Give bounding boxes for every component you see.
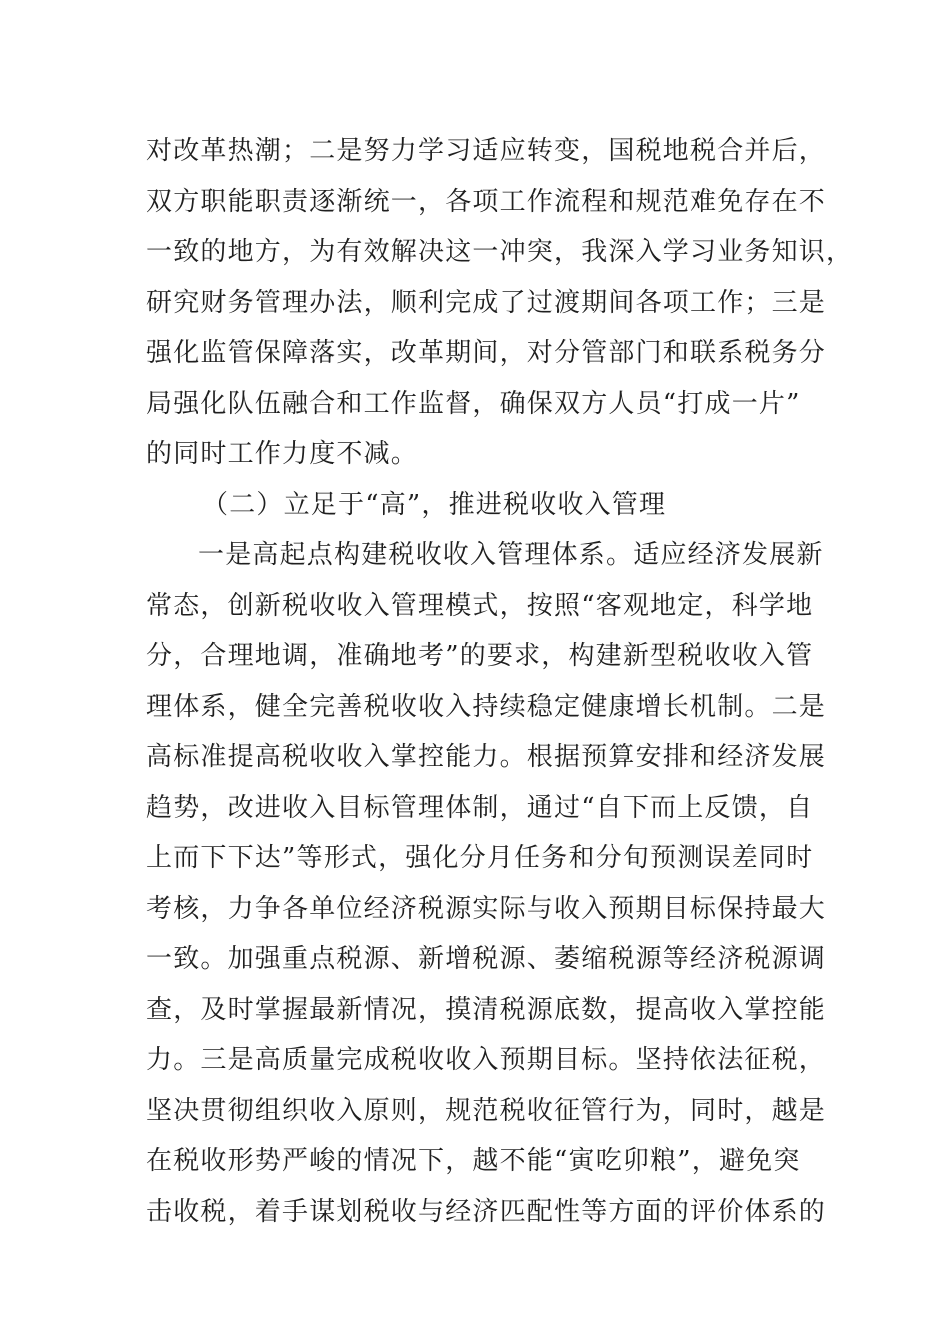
text-line: 一致。加强重点税源、新增税源、萎缩税源等经济税源调 [146,944,827,974]
paragraph-first-line: 一是高起点构建税收收入管理体系。适应经济发展新 [198,540,824,570]
text-line: 一致的地方，为有效解决这一冲突，我深入学习业务知识， [146,237,854,267]
section-heading: （二）立足于“高”，推进税收收入管理 [202,489,667,520]
body-text [146,126,854,1237]
text-line: 对改革热潮；二是努力学习适应转变，国税地税合并后， [146,136,827,166]
text-line: 趋势，改进收入目标管理体制，通过“自下而上反馈，自 [146,792,814,823]
text-line: 双方职能职责逐渐统一，各项工作流程和规范难免存在不 [146,186,827,217]
text-line: 局强化队伍融合和工作监督，确保双方人员“打成一片” [146,388,801,419]
text-line: 击收税，着手谋划税收与经济匹配性等方面的评价体系的 [146,1196,827,1227]
text-line: 强化监管保障落实，改革期间，对分管部门和联系税务分 [146,338,827,368]
text-line: 查，及时掌握最新情况，摸清税源底数，提高收入掌控能 [146,994,827,1025]
text-line: 研究财务管理办法，顺利完成了过渡期间各项工作；三是 [146,287,827,318]
text-line: 常态，创新税收收入管理模式，按照“客观地定，科学地 [146,590,814,621]
text-line: 高标准提高税收收入掌控能力。根据预算安排和经济发展 [146,742,827,772]
text-line: 力。三是高质量完成税收收入预期目标。坚持依法征税， [146,1045,827,1075]
text-line: 在税收形势严峻的情况下，越不能“寅吃卯粮”，避免突 [146,1146,801,1176]
text-line: 坚决贯彻组织收入原则，规范税收征管行为，同时，越是 [146,1095,827,1126]
text-line: 的同时工作力度不减。 [146,439,419,469]
text-line: 理体系，健全完善税收收入持续稳定健康增长机制。二是 [146,691,827,722]
text-line: 考核，力争各单位经济税源实际与收入预期目标保持最大 [146,893,827,924]
text-line: 上而下下达”等形式，强化分月任务和分旬预测误差同时 [146,843,814,873]
text-line: 分，合理地调，准确地考”的要求，构建新型税收收入管 [146,641,814,671]
